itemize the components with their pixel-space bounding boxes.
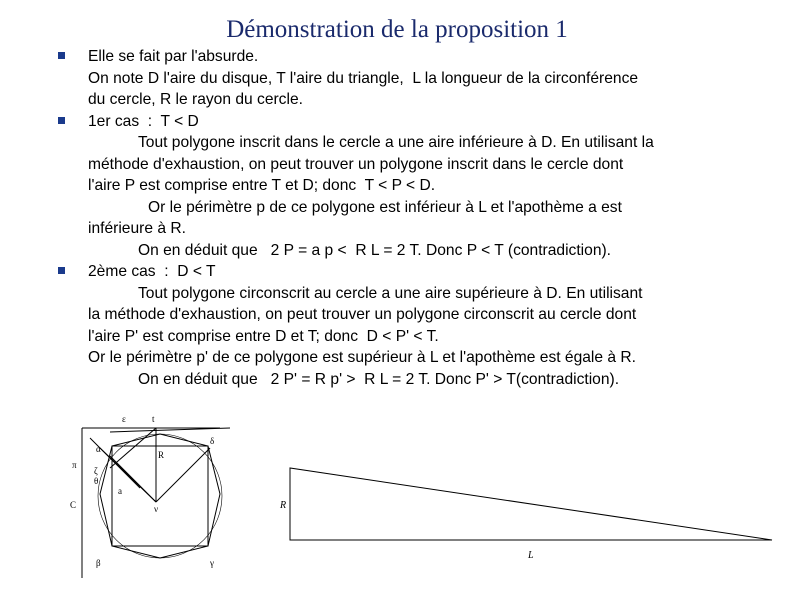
exhaustion-figure <box>70 408 250 578</box>
text-line: méthode d'exhaustion, on peut trouver un polygone inscrit dans le cercle dont <box>88 155 624 173</box>
triangle-figure <box>276 460 780 560</box>
figure-label: t <box>152 414 155 424</box>
text-line: inférieure à R. <box>88 220 186 237</box>
base-label-L: L <box>528 550 534 560</box>
bullet-list <box>58 46 758 390</box>
square-bullet-icon <box>58 52 65 59</box>
figure-label: C <box>70 500 77 510</box>
text-line: Elle se fait par l'absurde. <box>88 48 259 65</box>
figure-label: a <box>118 486 122 496</box>
text-line: l'aire P est comprise entre T et D; donc T < P < D. <box>88 177 436 194</box>
construction-line <box>110 428 156 468</box>
figure-label: β <box>96 558 101 568</box>
square-bullet-icon <box>58 267 65 274</box>
text-line: Or le périmètre p de ce polygone est inférieur à L et l'apothème a est <box>148 198 622 216</box>
text-line: la méthode d'exhaustion, on peut trouver un polygone circonscrit au cercle dont <box>88 306 637 323</box>
figure-label: θ <box>94 476 99 486</box>
diagonal-line <box>156 448 210 502</box>
figure-label: ζ <box>94 466 98 476</box>
text-line: Tout polygone inscrit dans le cercle a une aire inférieure à D. En utilisant la <box>138 134 654 151</box>
case-heading: 2ème cas : D < T <box>88 263 216 280</box>
case-heading: 1er cas : T < D <box>88 112 199 130</box>
figure-label: ν <box>154 504 159 514</box>
text-line: l'aire P' est comprise entre D et T; donc D < P' < T. <box>88 327 439 345</box>
bullet-item-case-1 <box>58 111 758 262</box>
figure-label: δ <box>210 436 215 446</box>
inscribed-square <box>112 446 208 546</box>
side-label-R: R <box>280 500 287 511</box>
figure-label: π <box>72 460 77 470</box>
bullet-item-case-2 <box>58 261 758 390</box>
circumscribed-tangent <box>110 428 230 432</box>
text-line: Or le périmètre p' de ce polygone est supérieur à L et l'apothème est égale à R. <box>88 349 637 366</box>
figure-label: γ <box>210 558 214 568</box>
figure-label: ε <box>122 414 126 424</box>
text-line: On en déduit que 2 P' = R p' > R L = 2 T. Donc P' > T(contradiction). <box>138 370 620 388</box>
page-title: Démonstration de la proposition 1 <box>226 16 568 43</box>
square-bullet-icon <box>58 117 65 124</box>
right-triangle <box>290 468 772 540</box>
figure-label: R <box>158 450 165 460</box>
bullet-item-intro <box>58 46 758 111</box>
text-line: Tout polygone circonscrit au cercle a une aire supérieure à D. En utilisant <box>138 284 643 302</box>
text-line: On en déduit que 2 P = a p < R L = 2 T. Donc P < T (contradiction). <box>138 241 612 259</box>
text-line: On note D l'aire du disque, T l'aire du triangle, L la longueur de la circonférence <box>88 69 639 87</box>
text-line: du cercle, R le rayon du cercle. <box>88 91 303 108</box>
figure-label: α <box>96 444 101 454</box>
